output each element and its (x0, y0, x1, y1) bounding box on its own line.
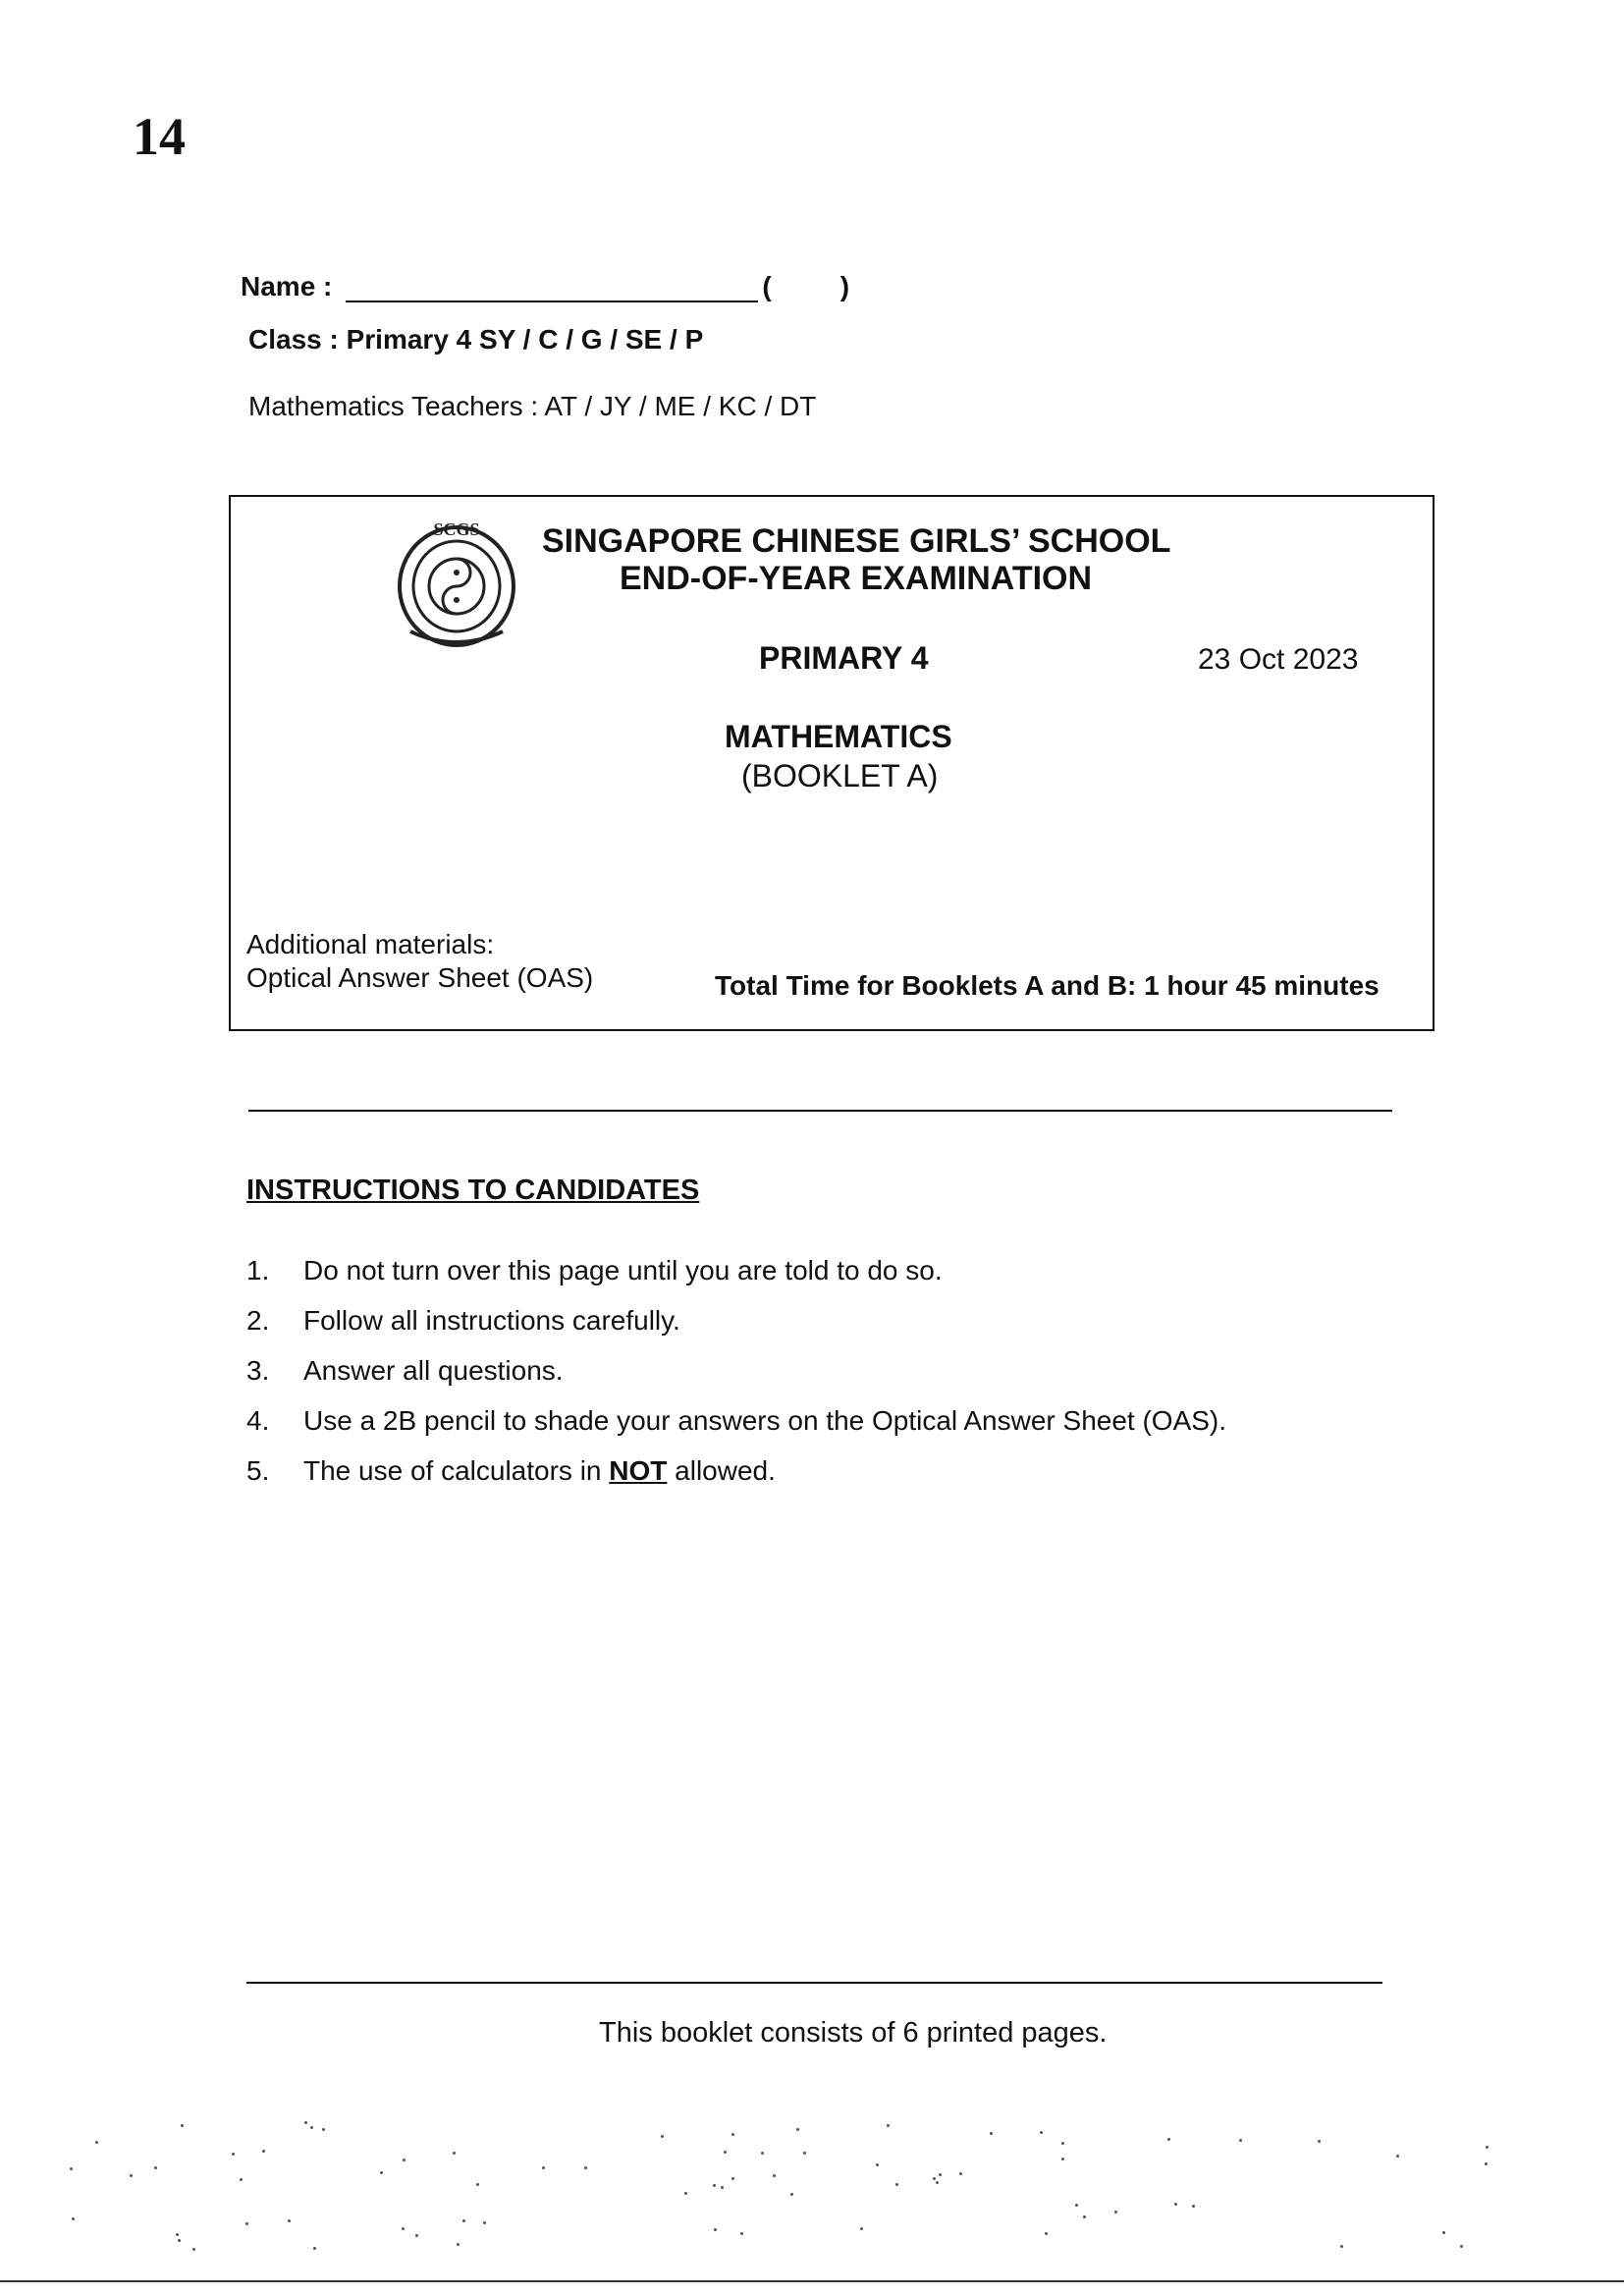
exam-name: END-OF-YEAR EXAMINATION (620, 560, 1093, 597)
exam-level: PRIMARY 4 (759, 640, 929, 676)
instruction-number: 2. (246, 1305, 270, 1336)
scan-speck (1167, 2138, 1170, 2141)
instruction-number: 4. (246, 1405, 270, 1436)
scan-speck (245, 2222, 248, 2225)
scan-speck (95, 2141, 98, 2144)
teachers-label: Mathematics Teachers : AT / JY / ME / KC / DT (248, 391, 817, 421)
scan-speck (990, 2132, 993, 2135)
scan-speck (731, 2133, 734, 2136)
page-number: 14 (133, 107, 186, 166)
name-blank-line (346, 273, 758, 302)
divider-line (248, 1110, 1392, 1112)
scan-speck (713, 2184, 716, 2187)
instructions-list (246, 1255, 1425, 1505)
scan-speck (1083, 2215, 1086, 2218)
instruction-text: Do not turn over this page until you are told to do so. (303, 1255, 943, 1285)
scan-speck (584, 2166, 587, 2169)
name-label: Name : (241, 271, 333, 301)
scan-speck (790, 2193, 793, 2196)
scan-speck (462, 2219, 465, 2222)
name-row (241, 271, 849, 302)
scan-speck (457, 2243, 460, 2246)
instruction-text-pre: The use of calculators in (303, 1455, 610, 1486)
scan-speck (796, 2128, 799, 2131)
footer-divider-line (246, 1982, 1382, 1984)
instruction-number: 1. (246, 1255, 270, 1285)
scan-speck (403, 2159, 406, 2161)
scan-speck (402, 2227, 405, 2230)
scan-speck (887, 2124, 890, 2127)
scan-speck (1045, 2232, 1048, 2235)
scan-speck (773, 2174, 776, 2177)
scan-speck (721, 2186, 724, 2189)
scan-speck (761, 2152, 764, 2155)
class-label: Class : Primary 4 SY / C / G / SE / P (248, 324, 704, 355)
instruction-text: Use a 2B pencil to shade your answers on the Optical Answer Sheet (OAS). (303, 1405, 1227, 1436)
list-item (246, 1455, 1425, 1505)
scan-speck (130, 2174, 133, 2177)
scan-speck (1114, 2211, 1117, 2214)
scan-speck (262, 2150, 265, 2153)
list-item (246, 1405, 1425, 1455)
total-time: Total Time for Booklets A and B: 1 hour 45 minutes (715, 970, 1380, 1001)
instruction-text: Answer all questions. (303, 1355, 564, 1386)
scan-speck (661, 2135, 664, 2138)
scan-speck (1075, 2204, 1078, 2207)
scan-speck (288, 2219, 291, 2222)
scan-speck (192, 2248, 195, 2251)
scan-speck (939, 2173, 942, 2176)
scan-speck (1318, 2140, 1321, 2143)
exam-date: 23 Oct 2023 (1198, 643, 1359, 676)
scan-speck (1340, 2245, 1343, 2248)
scan-speck (933, 2177, 936, 2180)
school-crest-icon (393, 516, 520, 653)
scan-speck (1460, 2245, 1463, 2248)
scan-speck (895, 2183, 898, 2186)
scan-speck (70, 2167, 73, 2170)
register-number-close-paren: ) (839, 271, 850, 301)
scan-speck (724, 2151, 727, 2154)
scan-speck (304, 2121, 307, 2124)
scan-speck (380, 2171, 383, 2174)
additional-materials-value: Optical Answer Sheet (OAS) (246, 962, 594, 993)
scan-speck (310, 2126, 313, 2129)
additional-materials-label: Additional materials: (246, 929, 495, 959)
instruction-text: Follow all instructions carefully. (303, 1305, 680, 1336)
page-count-note: This booklet consists of 6 printed pages. (599, 2017, 1108, 2049)
scan-speck (232, 2153, 235, 2156)
scan-speck (1486, 2146, 1489, 2149)
instruction-number: 3. (246, 1355, 270, 1386)
scan-speck (176, 2233, 179, 2236)
instruction-number: 5. (246, 1455, 270, 1486)
scan-speck (1040, 2131, 1043, 2134)
instruction-emphasis: NOT (609, 1455, 668, 1486)
scan-speck (1396, 2155, 1399, 2158)
scan-speck (178, 2239, 181, 2242)
scan-speck (542, 2166, 545, 2169)
scan-speck (684, 2192, 687, 2195)
scan-speck (483, 2221, 486, 2224)
list-item (246, 1305, 1425, 1355)
scan-speck (415, 2234, 418, 2237)
instruction-text-post: allowed. (667, 1455, 776, 1486)
scan-speck (860, 2227, 863, 2230)
crest-lettering: SCGS (433, 519, 480, 539)
scan-speck (714, 2228, 717, 2231)
list-item (246, 1255, 1425, 1305)
instruction-text (303, 1455, 776, 1505)
register-number-open-paren: ( (762, 271, 772, 301)
exam-booklet: (BOOKLET A) (741, 758, 939, 793)
school-name: SINGAPORE CHINESE GIRLS’ SCHOOL (542, 522, 1171, 560)
scan-speck (1442, 2231, 1445, 2234)
scan-speck (876, 2163, 879, 2166)
scan-speck (72, 2217, 75, 2220)
exam-subject: MATHEMATICS (725, 719, 952, 754)
scan-speck (313, 2247, 316, 2250)
scan-speck (731, 2177, 734, 2180)
scan-speck (322, 2128, 325, 2131)
scan-speck (1485, 2162, 1488, 2165)
list-item (246, 1355, 1425, 1405)
scan-speck (1061, 2142, 1064, 2145)
scan-speck (1061, 2158, 1064, 2160)
scan-edge-line (0, 2280, 1624, 2282)
scan-speck (740, 2232, 743, 2235)
scan-speck (476, 2183, 479, 2186)
scan-speck (959, 2172, 962, 2175)
scan-speck (1174, 2203, 1177, 2206)
scan-speck (181, 2124, 184, 2127)
scan-speck (240, 2178, 243, 2181)
scan-speck (1192, 2205, 1195, 2208)
scan-speck (1239, 2139, 1242, 2142)
scan-speck (154, 2166, 157, 2169)
scan-speck (453, 2152, 456, 2155)
scan-speck (936, 2181, 939, 2184)
instructions-title: INSTRUCTIONS TO CANDIDATES (246, 1175, 700, 1206)
scan-speck (803, 2152, 806, 2155)
